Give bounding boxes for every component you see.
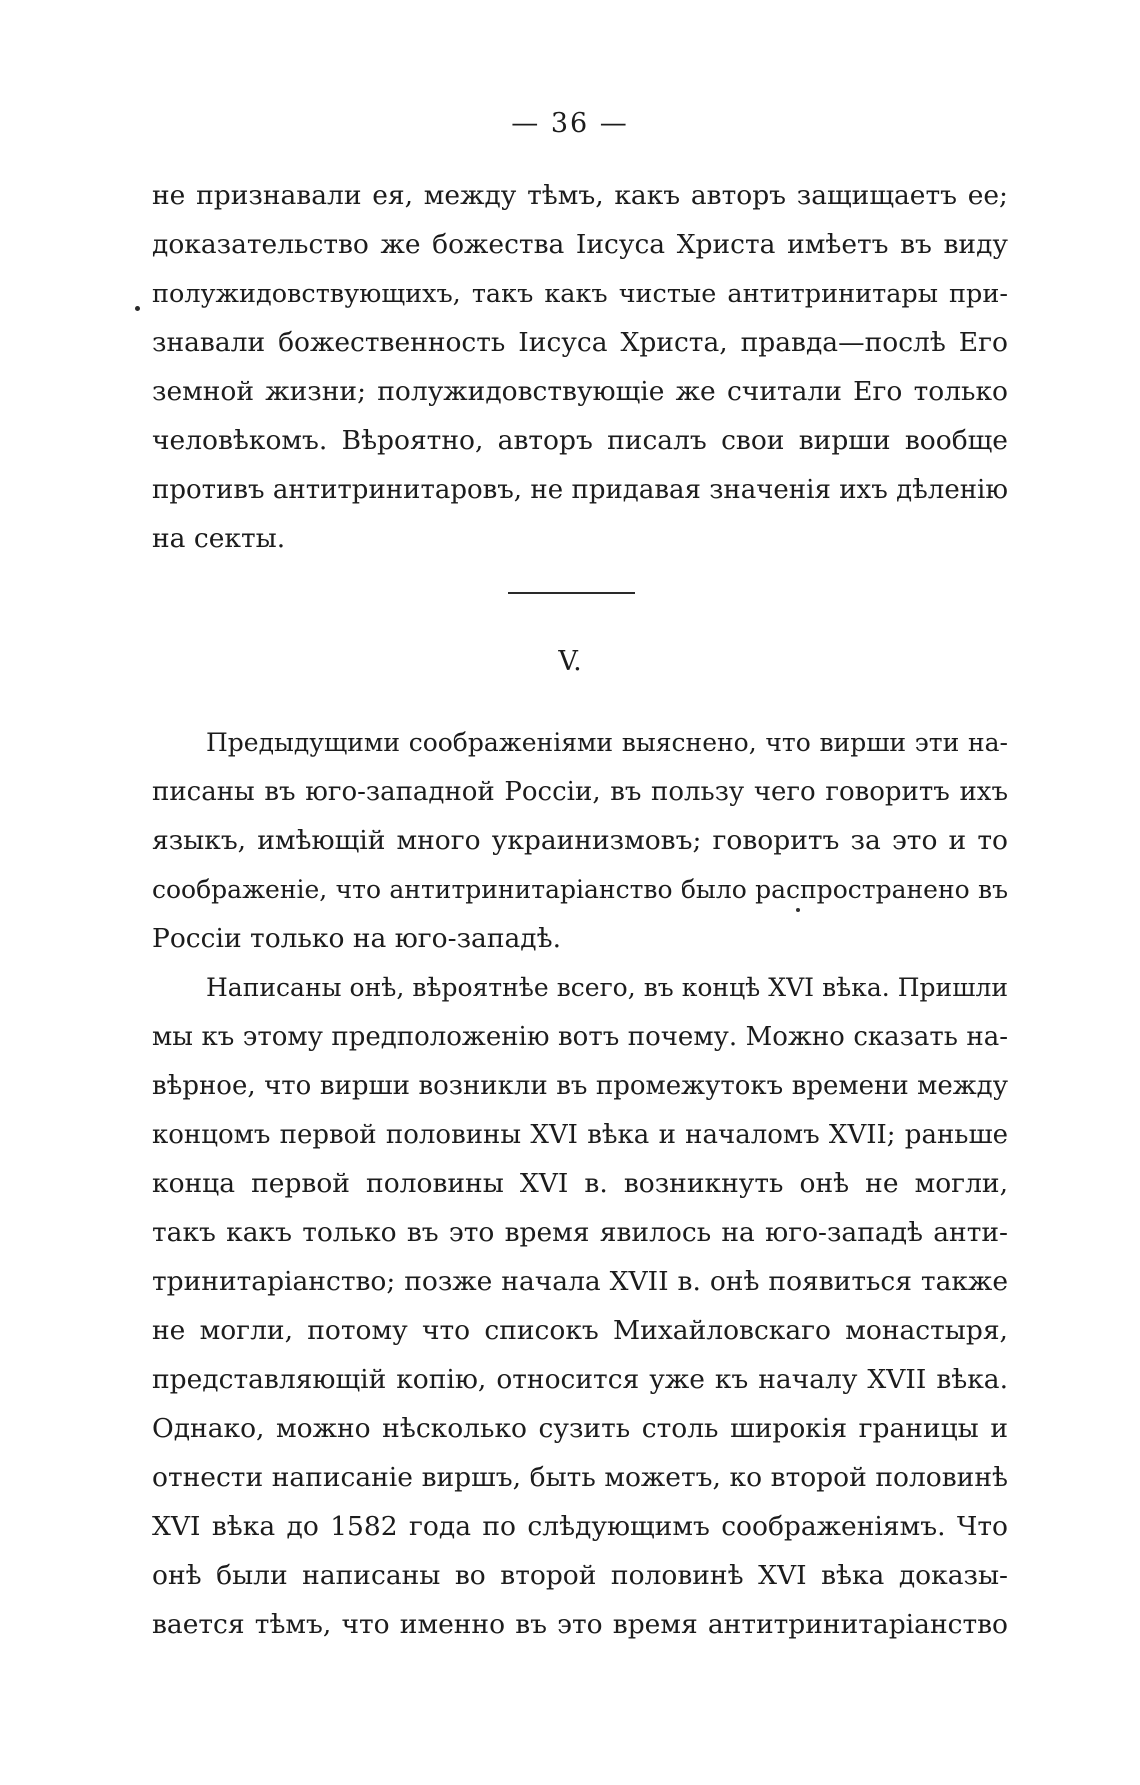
text-line: онѣ были написаны во второй половинѣ XVI вѣка доказы- xyxy=(152,1560,1008,1591)
text-line: языкъ, имѣющій много украинизмовъ; говоритъ за это и то xyxy=(152,825,1008,856)
text-line: соображеніе, что антитринитаріанство было распространено въ xyxy=(152,875,1008,904)
section-divider xyxy=(508,592,635,594)
text-line: мы къ этому предположенію вотъ почему. Можно сказать на- xyxy=(152,1022,1008,1052)
text-line: не могли, потому что списокъ Михайловскаго монастыря, xyxy=(152,1315,1008,1346)
text-line: знавали божественность Іисуса Христа, правда—послѣ Его xyxy=(152,327,1008,358)
text-line: концомъ первой половины XVI вѣка и началомъ XVII; раньше xyxy=(152,1120,1008,1150)
text-line: Предыдущими соображеніями выяснено, что вирши эти на- xyxy=(206,728,1008,757)
text-line: такъ какъ только въ это время явилось на юго-западѣ анти- xyxy=(152,1217,1008,1248)
text-line: не признавали ея, между тѣмъ, какъ авторъ защищаетъ ее; xyxy=(152,180,1008,211)
page-number: — 36 — xyxy=(511,108,629,139)
text-line: доказательство же божества Іисуса Христа имѣетъ въ виду xyxy=(152,229,1008,260)
text-line: земной жизни; полужидовствующіе же считали Его только xyxy=(152,376,1008,407)
text-line: XVI вѣка до 1582 года по слѣдующимъ соображеніямъ. Что xyxy=(152,1511,1008,1542)
text-line: конца первой половины XVI в. возникнуть онѣ не могли, xyxy=(152,1168,1008,1199)
text-line: представляющій копію, относится уже къ началу XVII вѣка. xyxy=(152,1364,1008,1395)
text-line: тринитаріанство; позже начала XVII в. онѣ появиться также xyxy=(152,1266,1008,1297)
text-line: противъ антитринитаровъ, не придавая значенія ихъ дѣленію xyxy=(152,475,1008,505)
text-line: Однако, можно нѣсколько сузить столь широкія границы и xyxy=(152,1413,1008,1444)
text-line: писаны въ юго-западной Россіи, въ пользу чего говоритъ ихъ xyxy=(152,777,1008,807)
text-line: отнести написаніе виршъ, быть можетъ, ко второй половинѣ xyxy=(152,1462,1008,1493)
text-line: Написаны онѣ, вѣроятнѣе всего, въ концѣ XVI вѣка. Пришли xyxy=(206,973,1008,1002)
text-line: на секты. xyxy=(152,523,286,554)
text-line: Россіи только на юго-западѣ. xyxy=(152,923,562,954)
text-line: вѣрное, что вирши возникли въ промежутокъ времени между xyxy=(152,1071,1008,1101)
margin-mark xyxy=(135,306,140,311)
section-heading: V. xyxy=(558,646,582,677)
text-line: вается тѣмъ, что именно въ это время антитринитаріанство xyxy=(152,1609,1008,1640)
text-line: человѣкомъ. Вѣроятно, авторъ писалъ свои вирши вообще xyxy=(152,425,1008,456)
speck-mark xyxy=(796,908,800,912)
text-line: полужидовствующихъ, такъ какъ чистые антитринитары при- xyxy=(152,279,1008,309)
